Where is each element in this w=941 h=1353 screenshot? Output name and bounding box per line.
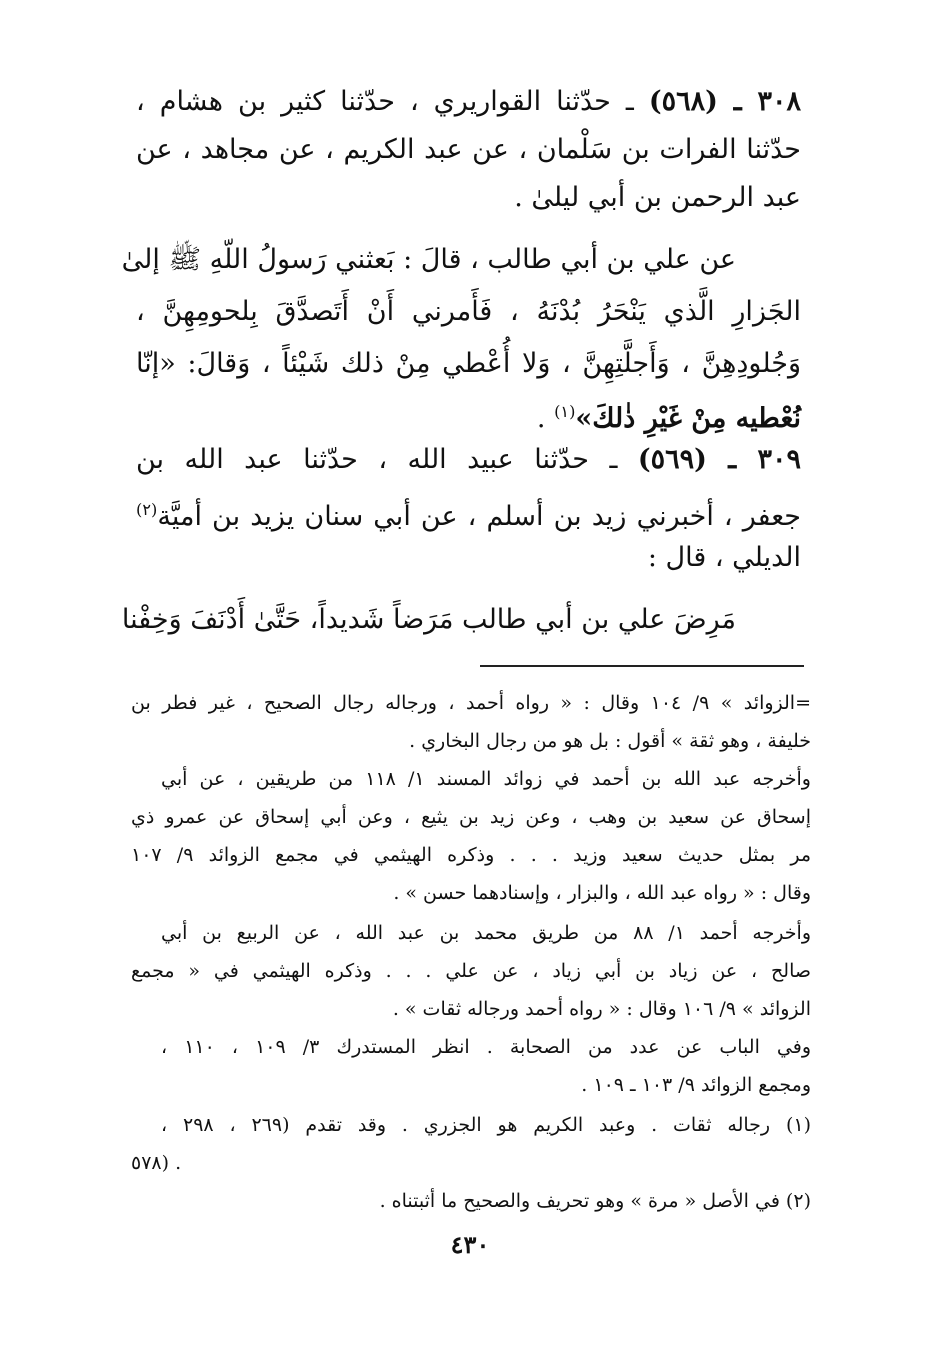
footnote-ref-2: (٢) bbox=[136, 500, 158, 519]
footnote-line-12: (١) رجاله ثقات . وعبد الكريم هو الجزري . وقد تقدم (٢٦٩ ، ٢٩٨ ، bbox=[161, 1114, 811, 1136]
footnote-line-3: وأخرجه عبد الله بن أحمد في زوائد المسند ١/ ١١٨ من طريقين ، عن أبي bbox=[161, 768, 811, 790]
footnote-line-10: وفي الباب عن عدد من الصحابة . انظر المستدرك ٣/ ١٠٩ ، ١١٠ ، bbox=[161, 1036, 811, 1058]
main-line-9-text: جعفر ، أخبرني زيد بن أسلم ، عن أبي سنان يزيد بن أميَّة bbox=[157, 501, 801, 532]
footnote-line-7: وأخرجه أحمد ١/ ٨٨ من طريق محمد بن عبد الله ، عن الربيع بن أبي bbox=[161, 922, 811, 944]
main-line-9 bbox=[136, 490, 801, 537]
footnote-line-2: خليفة ، وهو ثقة » أقول : بل هو من رجال البخاري . bbox=[409, 730, 811, 752]
main-line-1-text: ـ حدّثنا القواريري ، حدّثنا كثير بن هشام ، bbox=[136, 86, 649, 117]
main-line-7-tail: . bbox=[536, 403, 555, 434]
footnote-line-8: صالح ، عن زياد بن أبي زياد ، عن علي . . . وذكره الهيثمي في « مجمع bbox=[131, 960, 811, 982]
main-line-5: الجَزارِ الَّذي يَنْحَرُ بُدْنَهُ ، فَأَمرني أَنْ أَتَصدَّقَ بِلحومِهِنَّ ، bbox=[136, 296, 801, 327]
hadith-number-309: ٣٠٩ ـ (٥٦٩) bbox=[637, 444, 801, 475]
footnote-ref-1: (١) bbox=[554, 402, 576, 421]
main-line-7-text: نُعْطيه مِنْ غَيْرِ ذٰلكَ» bbox=[575, 403, 801, 434]
main-line-1 bbox=[136, 82, 801, 122]
footnote-line-9: الزوائد » ٩/ ١٠٦ وقال : « رواه أحمد ورجاله ثقات » . bbox=[392, 998, 811, 1020]
main-line-8 bbox=[136, 440, 801, 480]
footnote-line-11: ومجمع الزوائد ٩/ ١٠٣ ـ ١٠٩ . bbox=[581, 1074, 811, 1096]
main-line-3: عبد الرحمن بن أبي ليلىٰ . bbox=[514, 182, 801, 213]
footnote-line-1: =الزوائد » ٩/ ١٠٤ وقال : « رواه أحمد ، ورجاله رجال الصحيح ، غير فطر بن bbox=[131, 692, 811, 714]
hadith-number-308: ٣٠٨ ـ (٥٦٨) bbox=[648, 86, 801, 117]
main-line-2: حدّثنا الفرات بن سَلْمان ، عن عبد الكريم ، عن مجاهد ، عن bbox=[136, 134, 801, 165]
main-line-8-text: ـ حدّثنا عبيد الله ، حدّثنا عبد الله بن bbox=[136, 444, 638, 475]
footnote-line-5: مر بمثل حديث سعيد وزيد . . . وذكره الهيثمي في مجمع الزوائد ٩/ ١٠٧ bbox=[131, 844, 811, 866]
main-line-11: مَرِضَ علي بن أبي طالب مَرَضاً شَديداً، حَتَّىٰ أَدْنَفَ وَخِفْنا bbox=[121, 604, 736, 635]
page-number: ٤٣٠ bbox=[450, 1230, 490, 1259]
footnote-line-14: (٢) في الأصل « مرة » وهو تحريف والصحيح ما أثبتناه . bbox=[379, 1190, 811, 1212]
footnote-separator bbox=[480, 665, 804, 667]
footnote-line-6: وقال : « رواه عبد الله ، والبزار ، وإسنادهما حسن » . bbox=[393, 882, 811, 904]
footnote-line-4: إسحاق عن سعيد بن وهب ، وعن زيد بن يثيع ، وعن أبي إسحاق عن عمرو ذي bbox=[131, 806, 811, 828]
main-line-10: الديلي ، قال : bbox=[647, 542, 801, 573]
main-line-7 bbox=[136, 392, 801, 439]
footnote-line-13: ٥٧٨) . bbox=[131, 1152, 182, 1174]
main-line-4: عن علي بن أبي طالب ، قالَ : بَعثني رَسولُ اللّهِ ﷺ إلىٰ bbox=[121, 244, 736, 275]
main-line-6: وَجُلودِهِنَّ ، وَأَجلَّتِهِنَّ ، وَلا أُعْطي مِنْ ذلك شَيْئاً ، وَقالَ: «إنّا bbox=[136, 348, 801, 379]
